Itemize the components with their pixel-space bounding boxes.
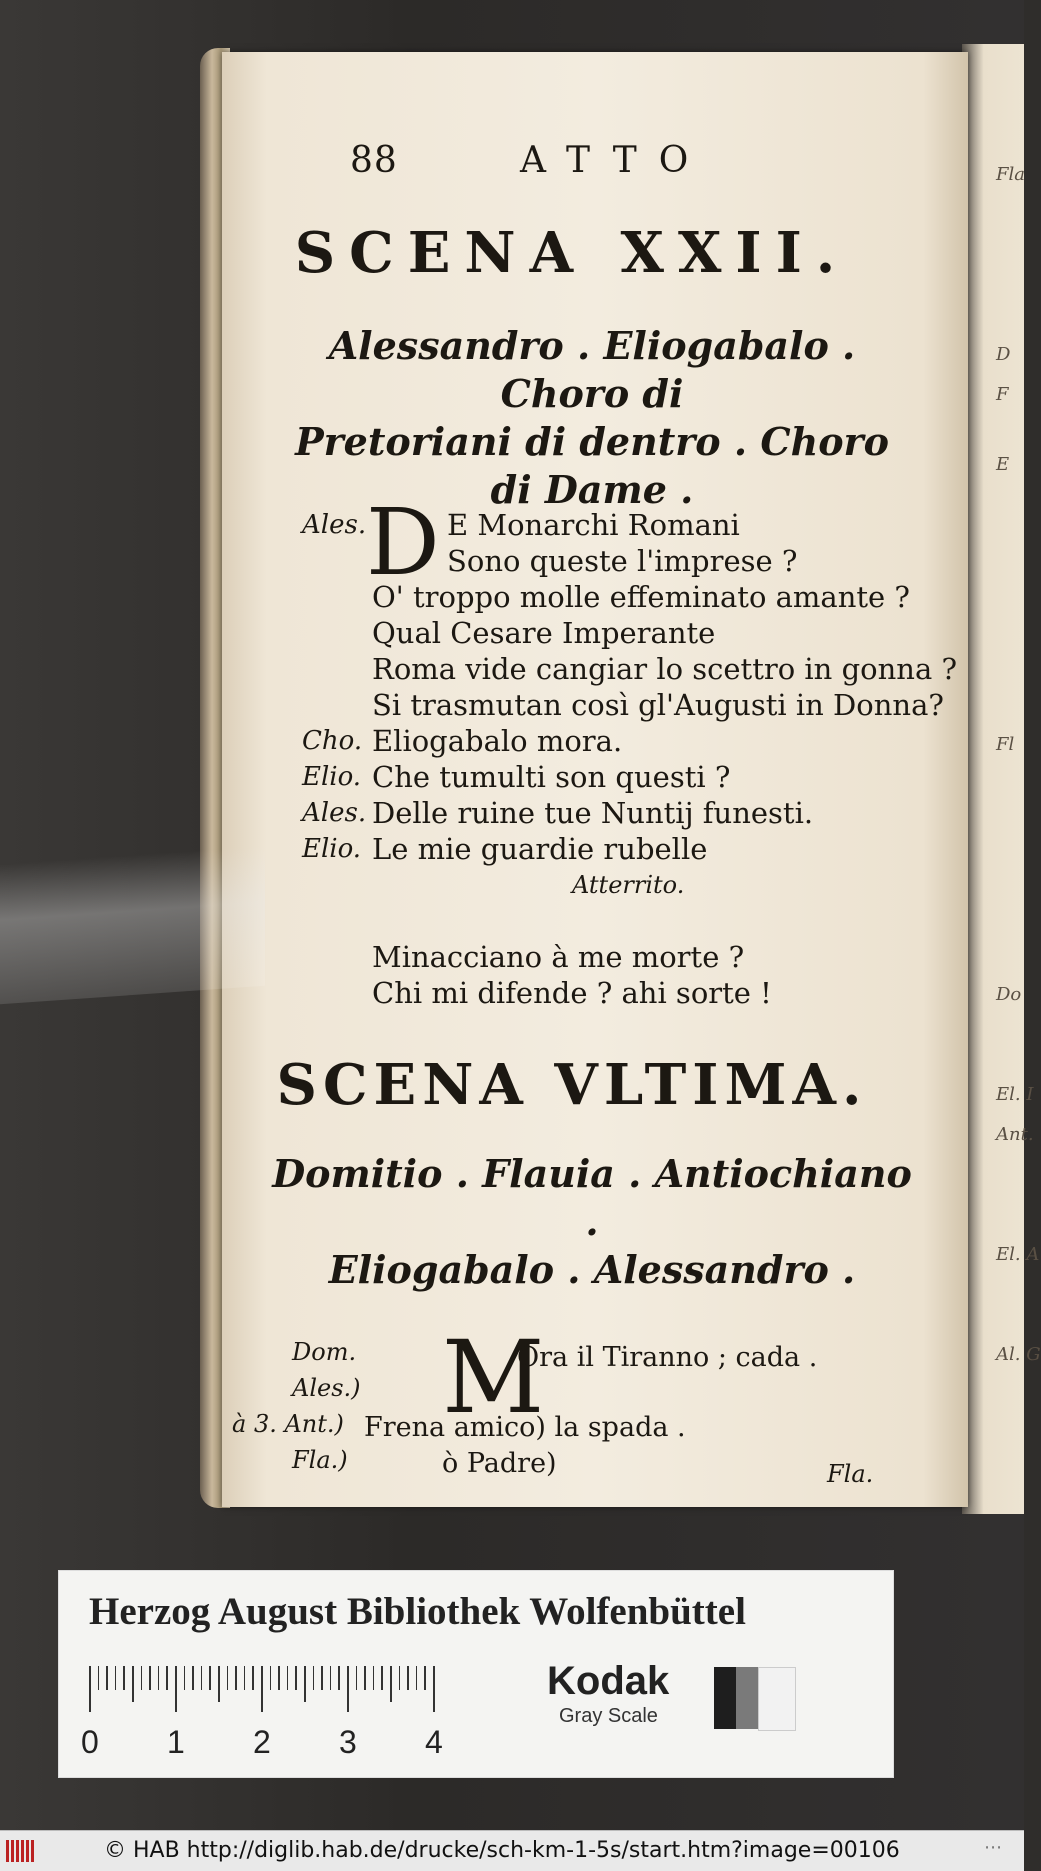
drop-capital: M (442, 1319, 545, 1436)
facing-page-text: El. I (996, 1084, 1034, 1105)
ruler-tick (433, 1666, 435, 1712)
ruler-tick (141, 1666, 143, 1690)
ruler-tick (218, 1666, 220, 1702)
running-head (350, 140, 950, 190)
ruler-tick (132, 1666, 134, 1702)
more-options-icon[interactable]: ⋯ (984, 1837, 1002, 1858)
ruler-tick (192, 1666, 194, 1690)
verse-line: Ora il Tiranno ; cada . (517, 1342, 818, 1373)
running-title: ATTO (520, 140, 711, 181)
verse-line: Le mie guardie rubelle (372, 832, 708, 866)
catchword: Fla. (827, 1460, 874, 1488)
ruler-tick (313, 1666, 315, 1690)
dialogue-line (302, 903, 942, 939)
facing-page-text: E (996, 454, 1010, 475)
ruler-tick (347, 1666, 349, 1712)
ruler-tick (381, 1666, 383, 1690)
dialogue-line (302, 723, 942, 759)
speaker-label: Fla.) (292, 1446, 348, 1474)
dialogue-line (302, 831, 942, 867)
cast-line: Eliogabalo . Alessandro . (328, 1247, 856, 1292)
cast-line: Domitio . Flauia . Antiochiano . (272, 1151, 912, 1244)
ruler-tick (330, 1666, 332, 1690)
stage-direction: Atterrito. (572, 871, 685, 899)
facing-page-text: D (996, 344, 1011, 365)
drop-capital: D (366, 489, 440, 596)
ruler-tick (175, 1666, 177, 1712)
speaker-label: Elio. (302, 834, 362, 864)
verse-line: Che tumulti son questi ? (372, 760, 731, 794)
facing-page-text: Fl (996, 734, 1015, 755)
facing-page-text: Fla (996, 164, 1025, 185)
ruler-tick (424, 1666, 426, 1690)
ruler-tick (356, 1666, 358, 1690)
speaker-label: Cho. (302, 726, 363, 756)
speaker-label: Elio. (302, 762, 362, 792)
ruler-tick (278, 1666, 280, 1690)
ruler-tick (89, 1666, 91, 1712)
verse-line: O' troppo molle effeminato amante ? (372, 580, 910, 614)
ruler-tick (399, 1666, 401, 1690)
cast-line: di Dame . (490, 467, 694, 512)
ruler-tick (364, 1666, 366, 1690)
ruler-tick (252, 1666, 254, 1690)
library-name: Herzog August Bibliothek Wolfenbüttel (89, 1590, 746, 1633)
ruler-tick (166, 1666, 168, 1690)
ruler-tick (373, 1666, 375, 1690)
cast-list (262, 322, 922, 514)
verse-line: Si trasmutan così gl'Augusti in Donna? (372, 688, 944, 722)
speaker-label: Ales. (302, 798, 367, 828)
kodak-logo: Kodak (547, 1659, 670, 1703)
ruler-tick (184, 1666, 186, 1690)
ruler-tick (338, 1666, 340, 1690)
ruler-tick (209, 1666, 211, 1690)
dialogue-line (302, 975, 942, 1011)
ruler-number: 2 (253, 1724, 271, 1760)
ruler-tick (261, 1666, 263, 1712)
page-number: 88 (350, 140, 398, 181)
ruler-tick (416, 1666, 418, 1690)
dialogue-line (302, 543, 942, 579)
book-page (222, 52, 968, 1507)
facing-page-text: Al. G (996, 1344, 1041, 1365)
verse-line: Chi mi difende ? ahi sorte ! (372, 976, 772, 1010)
tape-strip (0, 846, 265, 1005)
footer-bar (0, 1830, 1024, 1871)
verse-line: ò Padre) (442, 1448, 557, 1479)
cast-line: Pretoriani di dentro . Choro (295, 419, 889, 464)
final-dialogue (232, 1319, 892, 1498)
ruler-tick (158, 1666, 160, 1690)
speaker-label: Ales. (302, 510, 367, 540)
verse-line: Sono queste l'imprese ? (447, 544, 798, 578)
dialogue-line (302, 795, 942, 831)
ruler-tick (106, 1666, 108, 1690)
dialogue-line (302, 939, 942, 975)
cast-line: Alessandro . Eliogabalo . Choro di (328, 323, 856, 416)
color-calibration-bar (58, 1570, 894, 1778)
verse-line: Frena amico) la spada . (364, 1412, 686, 1443)
speaker-label: Dom. (292, 1338, 357, 1366)
facing-page-text: Ant. (996, 1124, 1034, 1145)
ruler-tick (201, 1666, 203, 1690)
dialogue-line (302, 651, 958, 687)
speaker-label: Ales.) (292, 1374, 361, 1402)
scene-title-final: SCENA VLTIMA. (276, 1052, 868, 1118)
dialogue-line (302, 615, 942, 651)
verse-line: Qual Cesare Imperante (372, 616, 716, 650)
ruler-number: 1 (167, 1724, 185, 1760)
swatch-black (714, 1667, 736, 1729)
ruler-tick (235, 1666, 237, 1690)
ruler-tick (270, 1666, 272, 1690)
verse-line: Roma vide cangiar lo scettro in gonna ? (372, 652, 958, 686)
ruler-tick (227, 1666, 229, 1690)
speaker-label: à 3. Ant.) (232, 1410, 344, 1438)
swatch-gray (736, 1667, 758, 1729)
ruler-tick (123, 1666, 125, 1690)
ruler-tick (295, 1666, 297, 1690)
verse-line: Delle ruine tue Nuntij funesti. (372, 796, 814, 830)
ruler-tick (98, 1666, 100, 1690)
verse-line: Eliogabalo mora. (372, 724, 623, 758)
ruler-number: 4 (425, 1724, 443, 1760)
copyright-link[interactable]: © HAB http://diglib.hab.de/drucke/sch-km-1-5s/start.htm?image=00106 (104, 1838, 900, 1863)
facing-page-text: El. A (996, 1244, 1040, 1265)
swatch-white (758, 1667, 796, 1731)
dialogue-line (302, 579, 942, 615)
facing-page-text: Do (996, 984, 1022, 1005)
gray-scale-label: Gray Scale (559, 1705, 658, 1727)
ruler-tick (304, 1666, 306, 1702)
ruler-tick (149, 1666, 151, 1690)
ruler-number: 3 (339, 1724, 357, 1760)
ruler (81, 1666, 529, 1766)
verse-line: Minacciano à me morte ? (372, 940, 745, 974)
dialogue-line (302, 867, 942, 903)
ruler-tick (115, 1666, 117, 1690)
ruler-tick (390, 1666, 392, 1702)
facing-page-text: F (996, 384, 1009, 405)
scene-title: SCENA XXII. (294, 220, 850, 286)
dialogue-line (302, 759, 942, 795)
facing-page (962, 44, 1041, 1514)
ruler-number: 0 (81, 1724, 99, 1760)
hab-logo-icon (6, 1840, 46, 1862)
ruler-tick (287, 1666, 289, 1690)
ruler-tick (244, 1666, 246, 1690)
dialogue-line (302, 687, 942, 723)
ruler-tick (407, 1666, 409, 1690)
verse-line: E Monarchi Romani (447, 508, 740, 542)
ruler-tick (321, 1666, 323, 1690)
cast-list-final (262, 1150, 922, 1294)
